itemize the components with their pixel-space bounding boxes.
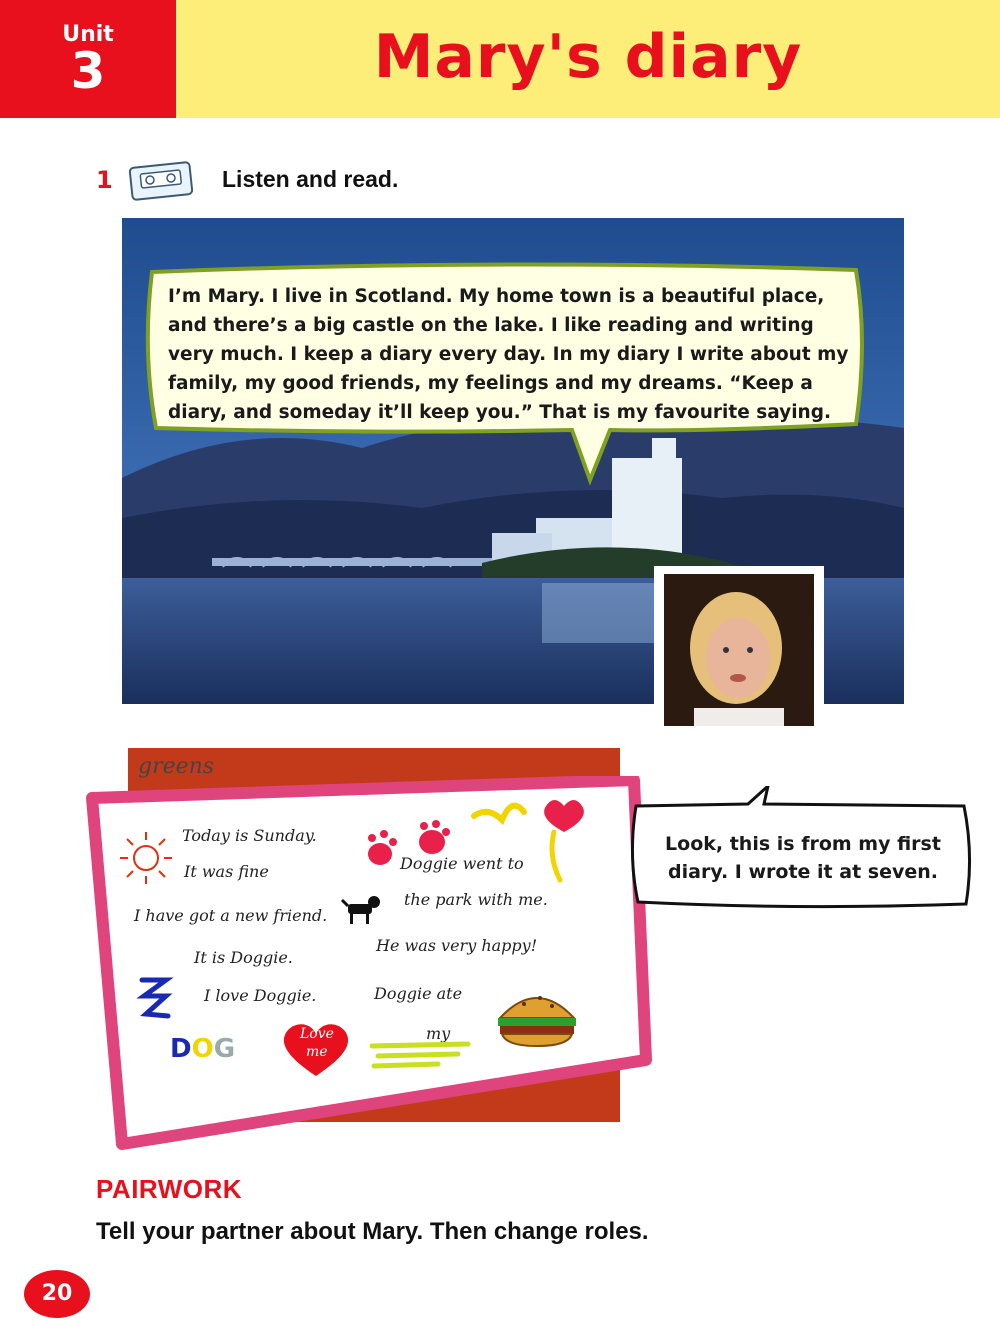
diary-line: the park with me. xyxy=(404,890,548,909)
diary-line: my xyxy=(426,1024,451,1043)
unit-badge xyxy=(0,0,176,118)
title-band xyxy=(176,0,1000,118)
speech-bubble-side xyxy=(628,786,974,910)
heart-love-text: Love xyxy=(300,1026,334,1042)
blue-scribble-icon xyxy=(136,974,176,1024)
page-number: 20 xyxy=(24,1270,90,1318)
sun-icon xyxy=(116,828,176,888)
paw-prints-icon xyxy=(362,820,462,876)
heart-me-text: me xyxy=(306,1044,328,1060)
speech-text-side: Look, this is from my first diary. I wrote it at seven. xyxy=(665,833,941,883)
pairwork-heading: PAIRWORK xyxy=(96,1174,243,1204)
diary-line: I have got a new friend. xyxy=(134,906,328,925)
cassette-icon xyxy=(128,160,196,202)
pairwork-text: Tell your partner about Mary. Then change roles. xyxy=(96,1218,649,1245)
diary-scribble: greens xyxy=(138,754,215,779)
diary-page xyxy=(78,754,652,1150)
unit-label: Unit xyxy=(62,22,114,47)
squiggle-heart-icon xyxy=(468,786,598,886)
speech-bubble-main xyxy=(140,262,868,434)
diary-line: Doggie ate xyxy=(374,984,463,1003)
diary-line: Doggie went to xyxy=(400,854,524,873)
diary-line: I love Doggie. xyxy=(204,986,317,1005)
page-title: Mary's diary xyxy=(373,22,803,92)
diary-line: He was very happy! xyxy=(376,936,538,955)
diary-line: It was fine xyxy=(184,862,269,881)
speech-text-main: I’m Mary. I live in Scotland. My home town is a beautiful place, and there’s a big castle on the lake. I like reading and writing very much. I keep a diary every day. In my diary I write about my family, my good friends, my feelings and my dreams. “Keep a diary, and someday it’ll keep you.” That is my favourite saying. xyxy=(168,286,849,423)
mary-portrait xyxy=(654,566,824,734)
instruction-text: Listen and read. xyxy=(222,166,399,192)
diary-line: It is Doggie. xyxy=(194,948,293,967)
hamburger-icon xyxy=(494,984,580,1054)
dog-icon xyxy=(340,894,384,928)
unit-number: 3 xyxy=(70,42,106,100)
section-number: 1 xyxy=(96,166,113,194)
green-swash-icon xyxy=(368,1038,488,1072)
dog-letters: DOG xyxy=(170,1034,236,1064)
diary-line: Today is Sunday. xyxy=(182,826,317,845)
